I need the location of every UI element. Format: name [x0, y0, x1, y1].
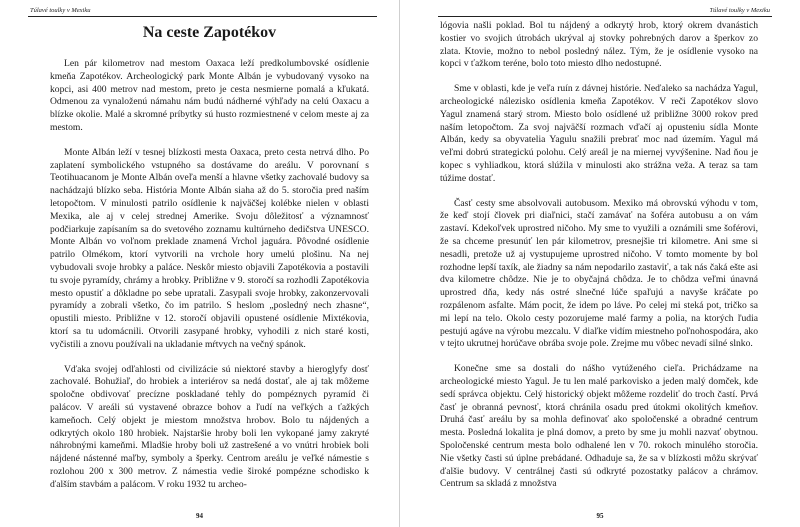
running-head-right: Túlavé toulky v Mexiku — [709, 7, 770, 14]
right-page — [400, 0, 800, 527]
paragraph: Vďaka svojej odľahlosti od civilizácie sú niektoré stavby a hieroglyfy dosť zachovalé. Bohužiaľ, do hrobiek a interiérov sa nedá dostať, ale aj tak môžeme spoločne obdivovať precízne poskladané tehly do pompéznych pyramíd či palácov. V areáli sú vystavené obrazce bohov a ľudí na veľkých a ťažkých kameňoch. Celý objekt je miestom množstva hrobov. Bolo tu nájdených a odkrytých okolo 180 hrobiek. Najstaršie hroby boli len vykopané jamy zakryté náhrobnými kameňmi. Mladšie hroby boli už zastrešené a vo vnútri hrobiek boli nájdené nástenné maľby, symboly a šperky. Centrom areálu je veľké námestie s rozlohou 200 x 300 metrov. Z námestia vedie široké pompézne schodisko k ďalším stavbám a palácom. V roku 1932 tu archeo- — [50, 363, 369, 490]
paragraph: lógovia našli poklad. Bol tu nájdený a odkrytý hrob, ktorý okrem dvanástich kostier vo svojich útrobách ukrýval aj stovky pohrebných darov a šperkov zo zlata. Ktovie, možno to nebol posledný nález. Tým, že je osídlenie vysoko na kopci v ťažkom teréne, bolo toto miesto dlho nedostupné. — [440, 20, 758, 70]
header-rule-right — [438, 16, 772, 17]
chapter-title: Na ceste Zapotékov — [142, 24, 277, 41]
paragraph: Monte Albán leží v tesnej blízkosti mesta Oaxaca, preto cesta netrvá dlho. Po zaplatení symbolického vstupného sa dostávame do areálu. V porovnaní s Teotihuacanom je Monte Albán oveľa menší a hlavne všetky zachovalé budovy sa nachádzajú blízko seba. História Monte Albán siaha až do 5. storočia pred naším letopočtom. V minulosti patrilo osídlenie k najväčšej kolébke nielen v oblasti Mexika, ale aj v celej strednej Amerike. Svoju dôležitosť a významnosť podčiarkuje zapísaním sa do svetového zoznamu kultúrneho dedičstva UNESCO. Monte Albán vo voľnom preklade znamená Vrchol jaguára. Pôvodné osídlenie patrilo Olmékom, ktorí vytvorili na vrchole hory umelú plošinu. Na nej vybudovali svoje hrobky a paláce. Neskôr miesto objavili Zapotékovia a postavili tu svoje pyramídy, chrámy a hrobky. Približne v 9. storočí sa rozhodli Zapotékovia mesto opustiť a dôkladne po sebe upratali. Zasypali svoje hrobky, zakonzervovali pyramídy a zobrali všetko, čo im patrilo. S heslom „posledný nech zhasne“, opustili miesto. Približne v 12. storočí objavili opustené osídlenie Mixtékovia, ktorí sa tu udomácnili. Otvorili zasypané hrobky, vyhodili z nich staré kosti, vyčistili a znovu používali na ukladanie mŕtvych na večný spánok. — [50, 146, 369, 350]
header-rule-left — [28, 16, 377, 17]
paragraph: Časť cesty sme absolvovali autobusom. Mexiko má obrovskú výhodu v tom, že keď stojí človek pri diaľnici, stačí zamávať na šoféra autobusu a on vám zastaví. Kdekoľvek uprostred ničoho. My sme to využili a oznámili sme šoférovi, že sa chceme presunúť len pár kilometrov, presnejšie tri kilometre. Ani sme si nesadli, pretože už aj vystupujeme uprostred ničoho. V tomto momente by bol rozhodne lepší taxík, ale žiadny sa nám nepodarilo zastaviť, a tak nás čaká ešte asi dva kilometre chôdze. Nie je to obyčajná chôdza. Je to chôdza veľmi únavná uprostred dňa, kedy nás ostré slnečné lúče spaľujú a navyše kráčate po rozpálenom asfalte. Mám pocit, že idem po láve. Po celej mi steká pot, tričko sa mi lepí na telo. Okolo cesty pozorujeme malé farmy a polia, na ktorých ľudia pestujú agáve na výrobu mezcalu. V diaľke vidím miestneho poľnohospodára, ako v tejto ukrutnej horúčave obrába svoje pole. Zrejme mu vôbec nevadí silné slnko. — [440, 197, 758, 350]
paragraph: Sme v oblasti, kde je veľa ruín z dávnej histórie. Neďaleko sa nachádza Yagul, archeologické nálezisko osídlenia kmeňa Zapotékov. V reči Zapotékov slovo Yagul znamená starý strom. Miesto bolo osídlené už približne 3000 rokov pred naším letopočtom. Za svoj najväčší rozmach vďačí aj opusteniu sídla Monte Albán, kedy sa obyvatelia Yagulu snažili prebrať moc nad územím. Yagul má veľmi dobrú strategickú polohu. Celý areál je na miernej vyvýšenine. Nad ňou je kopec s vyhliadkou, ktorá slúžila v minulosti ako strážna veža. A teraz sa tam túžime dostať. — [440, 83, 758, 184]
right-body-text — [440, 20, 758, 491]
paragraph: Konečne sme sa dostali do nášho vytúženého cieľa. Prichádzame na archeologické miesto Yagul. Je tu len malé parkovisko a jeden malý domček, kde sedí správca objektu. Celý historický objekt môžeme rozdeliť do troch častí. Prvá časť je obranná pevnosť, ktorá chránila osadu pred útokmi okolitých kmeňov. Druhá časť areálu by sa mohla definovať ako spoločenské a obradné centrum mesta. Posledná lokalita je plná domov, a preto by sme ju mohli nazvať obytnou. Spoločenské centrum mesta bolo odhalené len v 70. rokoch minulého storočia. Nie všetky časti sú úplne prebádané. Odhaduje sa, že sa v blízkosti môžu skrývať ďalšie budovy. V centrálnej časti sú odkryté pozostatky palácov a chrámov. Centrum sa skladá z množstva — [440, 363, 758, 490]
page-number-right: 95 — [596, 512, 604, 520]
running-head-left: Túlavé toulky v Mexiku — [30, 7, 91, 14]
page-number-left: 94 — [196, 512, 203, 520]
paragraph: Len pár kilometrov nad mestom Oaxaca leží predkolumbovské osídlenie kmeňa Zapotékov. Archeologický park Monte Albán je vybudovaný vysoko na kopci, asi 400 metrov nad mestom, preto je cesta nesmierne pomalá a kľukatá. Odmenou za vynaloženú námahu nám budú nádherné výhľady na celú Oaxacu a blízke okolie. Malé a skromné príbytky sú husto rozmiestnené v celom meste aj za mestom. — [50, 58, 369, 133]
left-body-text — [50, 58, 369, 492]
